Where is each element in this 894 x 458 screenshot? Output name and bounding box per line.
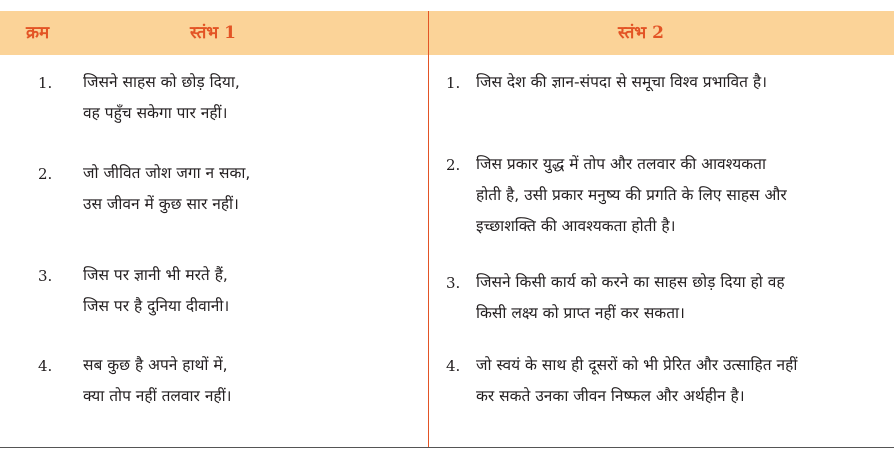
right-row-text: जिस प्रकार युद्ध में तोप और तलवार की आवश्यकता होती है, उसी प्रकार मनुष्य की प्रगति के लिए साहस और इच्छाशक्ति की आवश्यकता होती है। [476,155,787,235]
right-row-text: जिसने किसी कार्य को करने का साहस छोड़ दिया हो वह किसी लक्ष्य को प्राप्त नहीं कर सकता। [476,273,785,322]
header-column-2: स्तंभ 2 [618,23,665,43]
bottom-rule [0,447,894,448]
right-row-text: जो स्वयं के साथ ही दूसरों को भी प्रेरित और उत्साहित नहीं कर सकते उनका जीवन निष्फल और अर्थहीन है। [476,356,798,405]
table-header [0,11,894,55]
right-row-number: 1. [446,74,461,92]
left-row-number: 4. [38,357,53,375]
left-row-text: जो जीवित जोश जगा न सका, उस जीवन में कुछ सार नहीं। [83,164,251,213]
left-row-number: 1. [38,74,53,92]
match-table [0,11,894,448]
right-row-text: जिस देश की ज्ञान-संपदा से समूचा विश्व प्रभावित है। [476,73,767,91]
column-divider [428,11,429,448]
right-row-number: 2. [446,156,461,174]
right-row-number: 3. [446,274,461,292]
left-row-number: 2. [38,165,53,183]
header-column-1: स्तंभ 1 [190,23,237,43]
right-row-number: 4. [446,357,461,375]
left-row-number: 3. [38,267,53,285]
header-serial: क्रम [26,23,50,43]
left-row-text: सब कुछ है अपने हाथों में, क्या तोप नहीं तलवार नहीं। [83,356,232,405]
left-row-text: जिस पर ज्ञानी भी मरते हैं, जिस पर है दुनिया दीवानी। [83,266,230,315]
left-row-text: जिसने साहस को छोड़ दिया, वह पहुँच सकेगा पार नहीं। [83,73,240,122]
